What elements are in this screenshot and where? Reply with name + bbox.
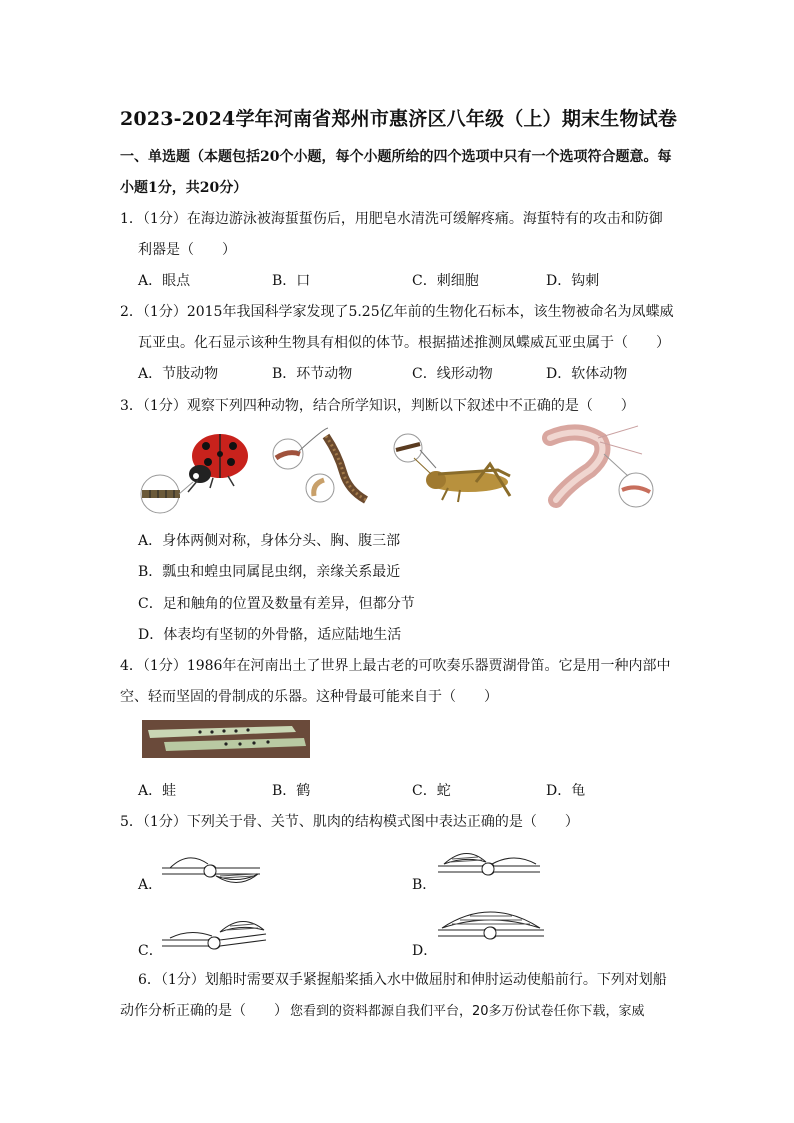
q1-line2: 利器是（ ） <box>138 242 236 258</box>
q2-option-c: C．线形动物 <box>412 366 493 382</box>
q5-option-b: B． <box>412 877 437 893</box>
q3-option-b: B．瓢虫和蝗虫同属昆虫纲，亲缘关系最近 <box>138 564 401 580</box>
q4-option-a: A．蛙 <box>138 783 177 799</box>
q1-option-b: B．口 <box>272 273 311 289</box>
q6-line1: 6．（1分）划船时需要双手紧握船桨插入水中做屈肘和伸肘运动使船前行。下列对划船 <box>138 972 667 988</box>
section-heading-line1: 一、单选题（本题包括20个小题，每个小题所给的四个选项中只有一个选项符合题意。每 <box>120 149 672 165</box>
q5-option-a: A． <box>138 877 163 893</box>
q4-line1: 4．（1分）1986年在河南出土了世界上最古老的可吹奏乐器贾湖骨笛。它是用一种内部中 <box>120 658 671 674</box>
q1-option-d: D．钩刺 <box>546 273 600 289</box>
ladybug-image <box>141 434 248 513</box>
q4-option-b: B．鹤 <box>272 783 311 799</box>
q4-line2: 空、轻而坚固的骨制成的乐器。这种骨最可能来自于（ ） <box>120 689 498 705</box>
q2-option-d: D．软体动物 <box>546 366 628 382</box>
q3-option-a: A．身体两侧对称，身体分头、胸、腹三部 <box>138 533 401 549</box>
q4-option-d: D．龟 <box>546 783 586 799</box>
q3-option-c: C．足和触角的位置及数量有差异，但都分节 <box>138 596 415 612</box>
q5-option-c: C． <box>138 943 163 959</box>
watermark-text: 您看到的资料都源自我们平台，20多万份试卷任你下载，家威 <box>290 1004 645 1019</box>
bone-flute-photo <box>142 720 310 758</box>
grasshopper-image <box>394 434 510 502</box>
q5-diagram-c <box>160 910 268 956</box>
q5-diagram-b <box>436 844 542 888</box>
q2-line2: 瓦亚虫。化石显示该种生物具有相似的体节。根据描述推测凤蝶威瓦亚虫属于（ ） <box>138 335 670 351</box>
q5-option-d: D． <box>412 943 438 959</box>
page-title: 2023-2024学年河南省郑州市惠济区八年级（上）期末生物试卷 <box>120 108 678 130</box>
q3-line1: 3．（1分）观察下列四种动物，结合所学知识，判断以下叙述中不正确的是（ ） <box>120 398 635 414</box>
q3-option-d: D．体表均有坚韧的外骨骼，适应陆地生活 <box>138 627 402 643</box>
four-animals-figure <box>138 424 658 520</box>
shrimp-image <box>550 426 653 507</box>
centipede-image <box>273 428 366 502</box>
q1-line1: 1．（1分）在海边游泳被海蜇蜇伤后，用肥皂水清洗可缓解疼痛。海蜇特有的攻击和防御 <box>120 211 663 227</box>
q4-option-c: C．蛇 <box>412 783 451 799</box>
q1-option-a: A．眼点 <box>138 273 191 289</box>
q5-diagram-d <box>436 902 546 954</box>
q5-diagram-a <box>160 848 264 890</box>
section-heading-line2: 小题1分，共20分） <box>120 180 248 196</box>
q1-option-c: C．刺细胞 <box>412 273 479 289</box>
q6-line2: 动作分析正确的是（ ） <box>120 1003 288 1019</box>
q2-option-b: B．环节动物 <box>272 366 353 382</box>
q2-line1: 2．（1分）2015年我国科学家发现了5.25亿年前的生物化石标本，该生物被命名为凤蝶威 <box>120 304 674 320</box>
q2-option-a: A．节肢动物 <box>138 366 219 382</box>
q5-line1: 5．（1分）下列关于骨、关节、肌肉的结构模式图中表达正确的是（ ） <box>120 814 579 830</box>
